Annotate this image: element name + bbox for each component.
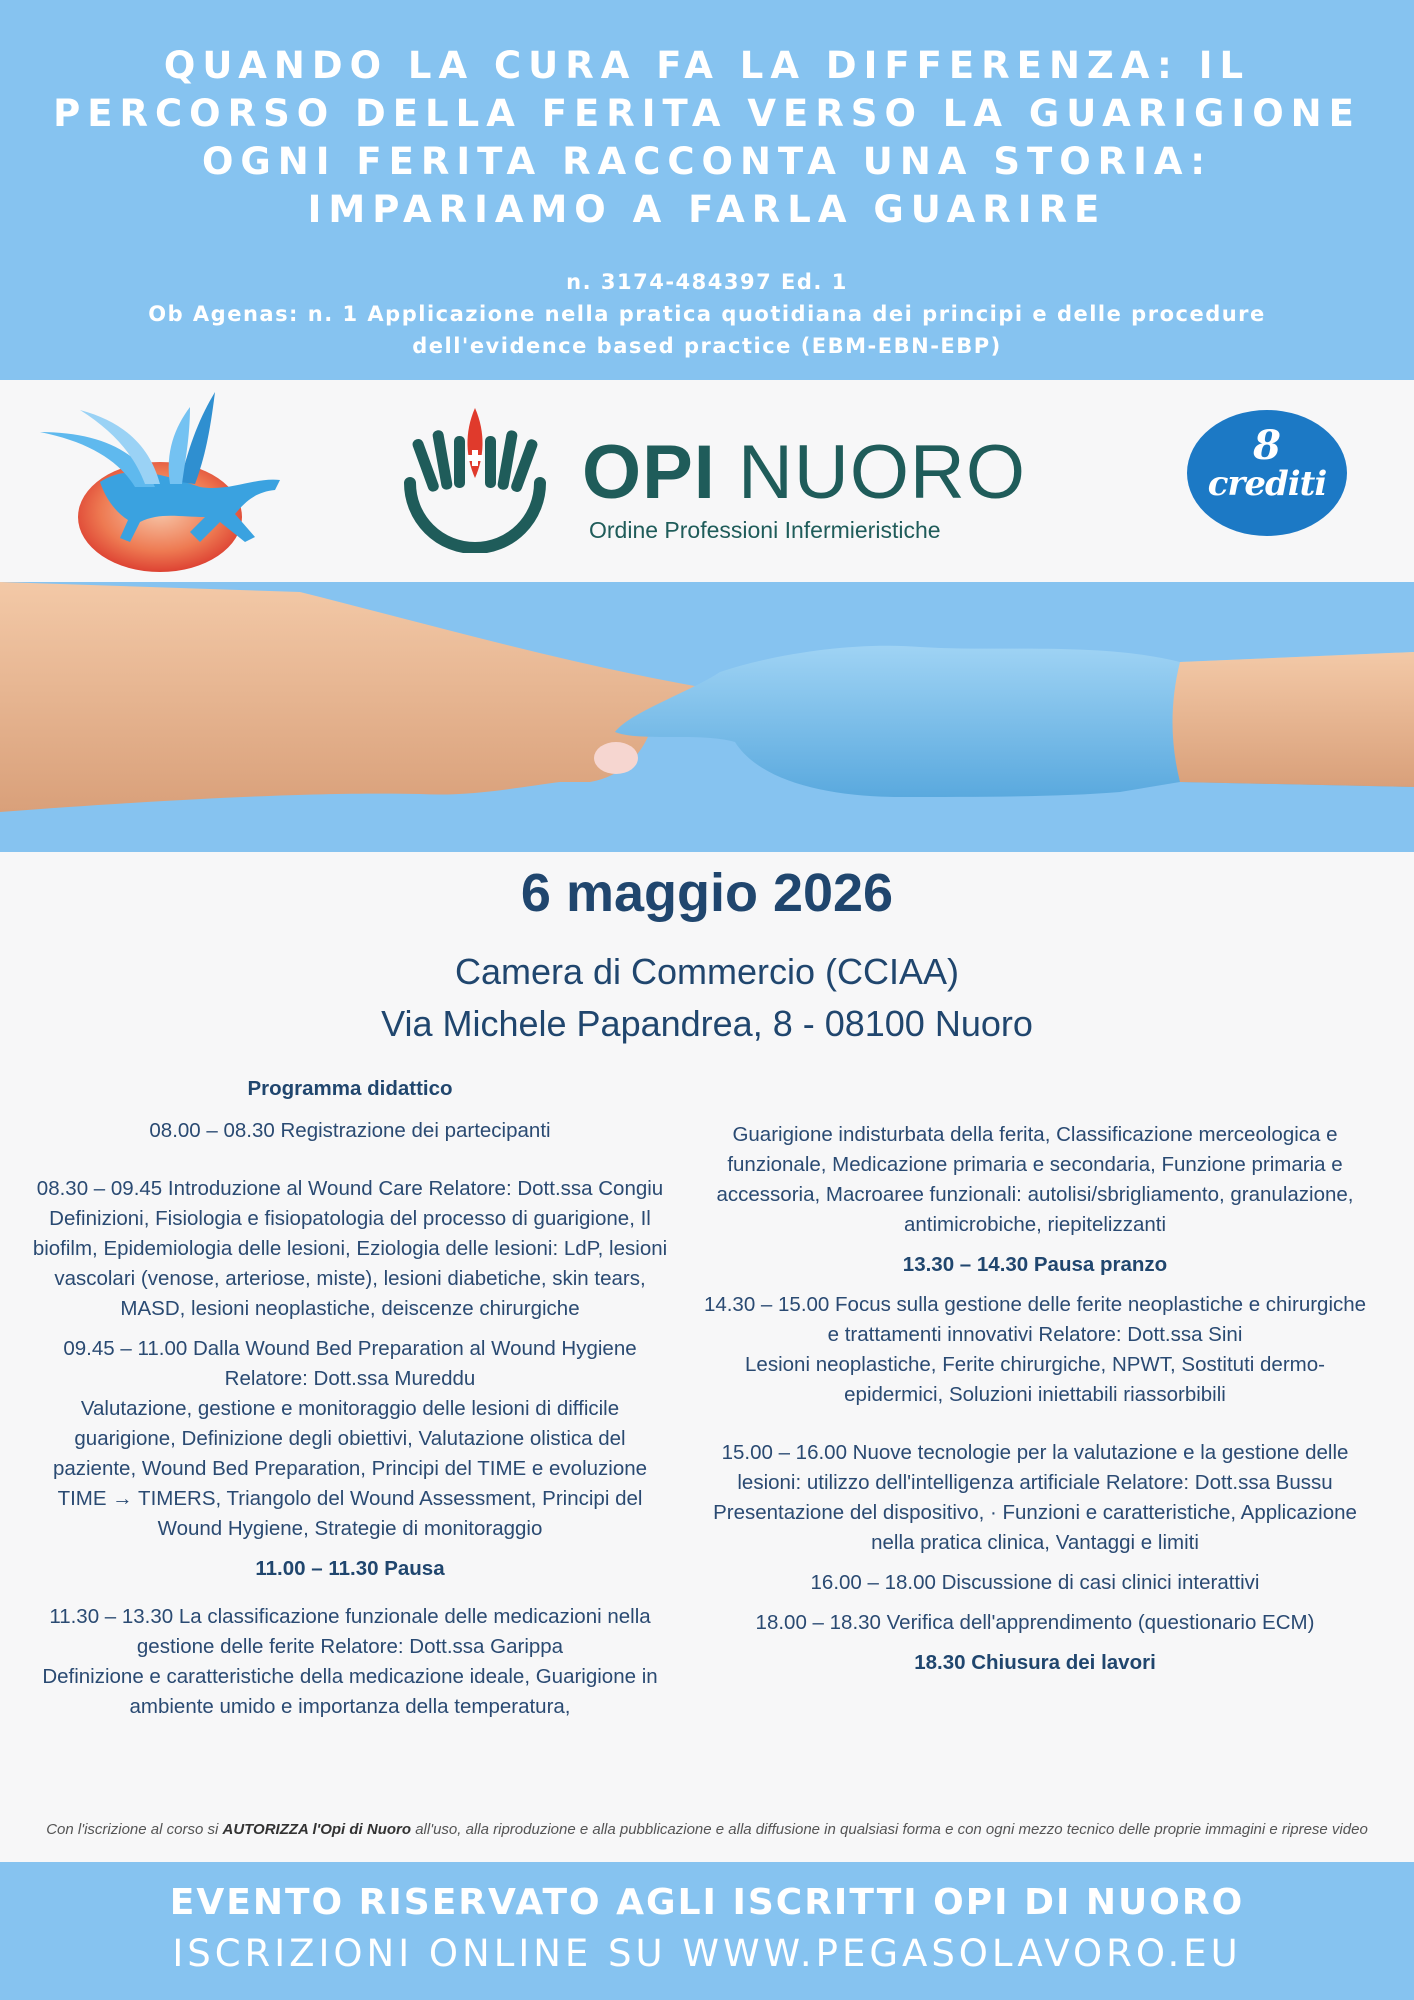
logo-strip <box>0 380 1414 582</box>
program-item: 08.00 – 08.30 Registrazione dei partecipanti <box>149 1119 551 1142</box>
title-line: PERCORSO DELLA FERITA VERSO LA GUARIGIONE <box>53 92 1361 135</box>
agenas-line: Ob Agenas: n. 1 Applicazione nella pratica quotidiana dei principi e delle procedure <box>148 302 1266 326</box>
program-item: 09.45 – 11.00 Dalla Wound Bed Preparation al Wound Hygiene Relatore: Dott.ssa Mureddu <box>63 1337 637 1390</box>
hands-photo <box>0 582 1414 852</box>
event-location <box>0 946 1414 1050</box>
page-title <box>40 42 1374 234</box>
program-description: Guarigione indisturbata della ferita, Classificazione merceologica e funzionale, Medicazione primaria e secondaria, Funzione primaria e accessoria, Macroaree funzionali: autolisi/sbrigliamento, granulazione, antimicrobiche, riepitelizzanti <box>716 1123 1354 1236</box>
opi-logo-bold: OPI <box>582 430 716 515</box>
program-item: 15.00 – 16.00 Nuove tecnologie per la valutazione e la gestione delle lesioni: utilizzo dell'intelligenza artificiale Relatore: Dott.ssa Bussu <box>721 1441 1349 1494</box>
hands-illustration <box>0 582 1414 852</box>
title-line: IMPARIAMO A FARLA GUARIRE <box>307 188 1107 231</box>
program-description: Valutazione, gestione e monitoraggio delle lesioni di difficile guarigione, Definizione degli obiettivi, Valutazione olistica del paziente, Wound Bed Preparation, Principi del TIME e evoluzione TIME → TIMERS, Triangolo del Wound Assessment, Principi del Wound Hygiene, Strategie di monitoraggio <box>52 1397 648 1540</box>
program-break: 11.00 – 11.30 Pausa <box>255 1557 445 1580</box>
privacy-disclaimer <box>40 1820 1374 1839</box>
program-break: 13.30 – 14.30 Pausa pranzo <box>902 1253 1168 1276</box>
footer-registration-link[interactable]: ISCRIZIONI ONLINE SU WWW.PEGASOLAVORO.EU <box>172 1932 1242 1975</box>
program-item: 16.00 – 18.00 Discussione di casi clinici interattivi <box>810 1571 1260 1594</box>
course-info <box>40 266 1374 362</box>
disclaimer-bold: AUTORIZZA l'Opi di Nuoro <box>222 1821 412 1838</box>
program-heading: Programma didattico <box>247 1077 453 1100</box>
pegasus-logo <box>40 392 290 572</box>
credits-label: crediti <box>1207 464 1327 504</box>
agenas-line: dell'evidence based practice (EBM-EBN-EBP) <box>412 334 1002 358</box>
wrist <box>1173 652 1414 787</box>
course-code: n. 3174-484397 Ed. 1 <box>566 270 848 294</box>
program-description: Definizione e caratteristiche della medicazione ideale, Guarigione in ambiente umido e importanza della temperatura, <box>42 1665 658 1718</box>
event-date: 6 maggio 2026 <box>520 863 894 923</box>
footer-reserved-notice: EVENTO RISERVATO AGLI ISCRITTI OPI DI NUORO <box>169 1882 1245 1923</box>
credits-number: 8 <box>1253 422 1281 469</box>
title-line: OGNI FERITA RACCONTA UNA STORIA: <box>201 140 1213 183</box>
footer-banner <box>0 1862 1414 2000</box>
program-item: 14.30 – 15.00 Focus sulla gestione delle ferite neoplastiche e chirurgiche e trattamenti innovativi Relatore: Dott.ssa Sini <box>703 1293 1367 1346</box>
opi-logo-city: NUORO <box>738 430 1026 515</box>
venue-address: Via Michele Papandrea, 8 - 08100 Nuoro <box>381 1003 1033 1044</box>
credits-badge <box>1187 410 1347 536</box>
program-description: Definizioni, Fisiologia e fisiopatologia del processo di guarigione, Il biofilm, Epidemiologia delle lesioni, Eziologia delle lesioni: LdP, lesioni vascolari (venose, arteriose, miste), lesioni diabetiche, skin tears, MASD, lesioni neoplastiche, deiscenze chirurgiche <box>32 1207 668 1320</box>
venue-name: Camera di Commercio (CCIAA) <box>454 951 960 992</box>
opi-tagline: Ordine Professioni Infermieristiche <box>589 517 941 543</box>
program-item: 08.30 – 09.45 Introduzione al Wound Care Relatore: Dott.ssa Congiu <box>36 1177 664 1200</box>
opi-logo-name <box>582 430 1026 515</box>
fingernail <box>594 742 638 774</box>
disclaimer-text: Con l'iscrizione al corso si <box>46 1821 223 1838</box>
program-item: 11.30 – 13.30 La classificazione funzionale delle medicazioni nella gestione delle ferite Relatore: Dott.ssa Garippa <box>49 1605 651 1658</box>
header-banner <box>0 0 1414 380</box>
program-right-column <box>700 1120 1370 1688</box>
program-description: Lesioni neoplastiche, Ferite chirurgiche, NPWT, Sostituti dermo-epidermici, Soluzioni iniettabili riassorbibili <box>745 1353 1325 1406</box>
opi-emblem-icon <box>400 408 550 553</box>
program-description: Presentazione del dispositivo, · Funzioni e caratteristiche, Applicazione nella pratica clinica, Vantaggi e limiti <box>713 1501 1357 1554</box>
program-item: 18.00 – 18.30 Verifica dell'apprendimento (questionario ECM) <box>755 1611 1315 1634</box>
title-line: QUANDO LA CURA FA LA DIFFERENZA: IL <box>163 44 1251 87</box>
program-closing: 18.30 Chiusura dei lavori <box>914 1651 1156 1674</box>
program-left-column <box>30 1074 670 1732</box>
bare-hand <box>0 582 709 812</box>
disclaimer-text: all'uso, alla riproduzione e alla pubblicazione e alla diffusione in qualsiasi forma e con ogni mezzo tecnico delle proprie immagini e riprese video <box>411 1821 1368 1838</box>
